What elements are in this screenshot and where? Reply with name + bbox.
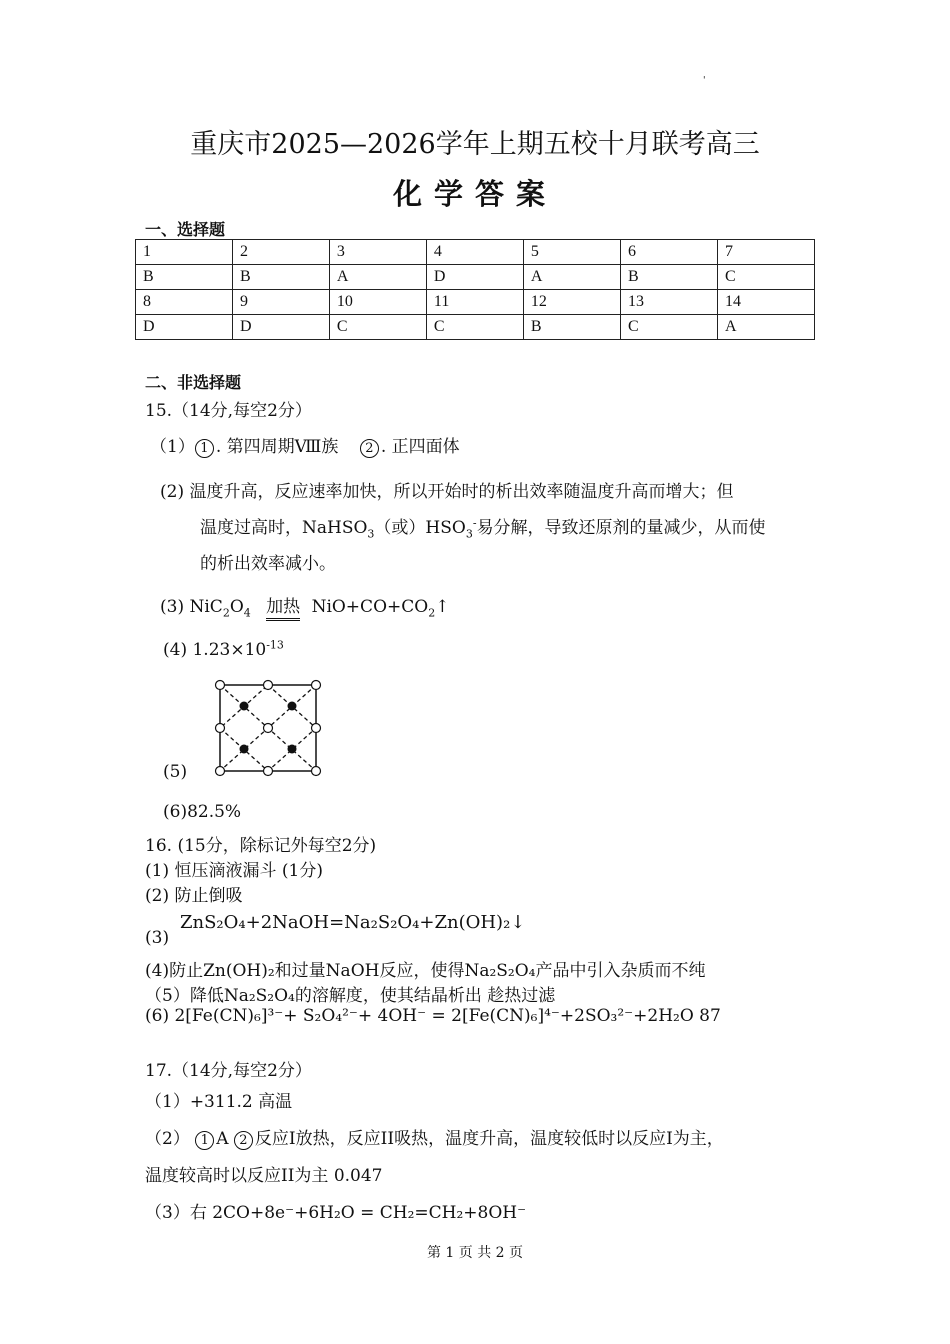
q16-part1: (1) 恒压滴液漏斗 (1分) bbox=[145, 861, 323, 881]
q15-part1 bbox=[150, 432, 460, 458]
corner-mark: ' bbox=[703, 76, 706, 86]
section-heading-choice: 一、选择题 bbox=[145, 220, 226, 239]
table-cell: B bbox=[232, 265, 329, 290]
table-cell: D bbox=[232, 315, 329, 340]
q15-header: 15.（14分,每空2分） bbox=[145, 401, 312, 421]
table-cell: 14 bbox=[717, 290, 814, 315]
table-cell: B bbox=[136, 265, 233, 290]
q15-part5: (5) bbox=[163, 762, 188, 782]
table-cell: C bbox=[717, 265, 814, 290]
answer-table bbox=[135, 239, 815, 340]
circle-number: 2 bbox=[360, 439, 379, 458]
text-span: O bbox=[229, 597, 244, 617]
page-subtitle: 化学答案 bbox=[392, 177, 557, 211]
table-cell: C bbox=[329, 315, 426, 340]
table-row bbox=[136, 290, 815, 315]
table-cell: 11 bbox=[426, 290, 523, 315]
circle-number: 1 bbox=[195, 439, 214, 458]
q15-part2-line3: 的析出效率减小。 bbox=[200, 554, 336, 574]
q15-part6: (6)82.5% bbox=[163, 802, 242, 822]
table-cell: 5 bbox=[523, 240, 620, 265]
q15-part1-prefix: （1） bbox=[150, 437, 195, 457]
text-span: (4) 1.23×10 bbox=[163, 640, 267, 660]
text-span: 温度过高时，NaHSO bbox=[200, 518, 368, 538]
subscript: 3 bbox=[367, 527, 375, 541]
text-span: (3) NiC bbox=[160, 597, 223, 617]
subscript: 2 bbox=[428, 606, 436, 620]
text-span: （或）HSO bbox=[374, 518, 466, 538]
table-cell: 4 bbox=[426, 240, 523, 265]
q16-part3-equation: ZnS₂O₄+2NaOH=Na₂S₂O₄+Zn(OH)₂↓ bbox=[180, 912, 526, 933]
q15-part1-answer-b: . 正四面体 bbox=[380, 437, 460, 457]
subscript: 2 bbox=[222, 606, 230, 620]
table-cell: A bbox=[717, 315, 814, 340]
table-cell: 12 bbox=[523, 290, 620, 315]
q17-part3: （3）右 2CO+8e⁻+6H₂O = CH₂=CH₂+8OH⁻ bbox=[145, 1203, 527, 1223]
text-span: 易分解，导致还原剂的量减少，从而使 bbox=[476, 518, 766, 538]
text-span: NiO+CO+CO bbox=[311, 597, 429, 617]
section-heading-nonchoice: 二、非选择题 bbox=[145, 373, 242, 392]
q16-part5: （5）降低Na₂S₂O₄的溶解度，使其结晶析出 趁热过滤 bbox=[145, 986, 556, 1006]
table-cell: D bbox=[136, 315, 233, 340]
q17-part1: （1）+311.2 高温 bbox=[145, 1092, 293, 1112]
table-cell: 9 bbox=[232, 290, 329, 315]
q16-header: 16. (15分，除标记外每空2分) bbox=[145, 836, 377, 856]
table-cell: B bbox=[620, 265, 717, 290]
table-cell: B bbox=[523, 315, 620, 340]
table-cell: C bbox=[426, 315, 523, 340]
q16-part3-label: (3) bbox=[145, 928, 170, 948]
page-title: 重庆市2025—2026学年上期五校十月联考高三 bbox=[190, 129, 760, 160]
table-cell: 8 bbox=[136, 290, 233, 315]
q17-part2-line2: 温度较高时以反应II为主 0.047 bbox=[145, 1166, 383, 1186]
table-row bbox=[136, 315, 815, 340]
subscript: 4 bbox=[243, 606, 251, 620]
q15-part2-line1: (2) 温度升高，反应速率加快，所以开始时的析出效率随温度升高而增大；但 bbox=[160, 482, 734, 502]
subscript: 3 bbox=[465, 527, 473, 541]
circle-number: 1 bbox=[195, 1131, 214, 1150]
table-cell: 7 bbox=[717, 240, 814, 265]
q15-part4 bbox=[163, 640, 284, 660]
table-cell: A bbox=[329, 265, 426, 290]
text-span: 反应I放热，反应II吸热，温度升高，温度较低时以反应I为主， bbox=[254, 1129, 724, 1149]
page-footer: 第 1 页 共 2 页 bbox=[426, 1245, 524, 1261]
text-span: A bbox=[216, 1129, 234, 1149]
table-cell: C bbox=[620, 315, 717, 340]
q16-part4: (4)防止Zn(OH)₂和过量NaOH反应，使得Na₂S₂O₄产品中引入杂质而不纯 bbox=[145, 961, 706, 981]
table-cell: 13 bbox=[620, 290, 717, 315]
table-cell: 2 bbox=[232, 240, 329, 265]
q15-part2-line2 bbox=[200, 513, 766, 541]
reaction-condition: 加热 bbox=[266, 597, 300, 621]
superscript: -13 bbox=[266, 638, 284, 652]
table-cell: 1 bbox=[136, 240, 233, 265]
circle-number: 2 bbox=[234, 1131, 253, 1150]
crystal-structure-diagram bbox=[210, 676, 326, 780]
table-cell: A bbox=[523, 265, 620, 290]
text-span: ↑ bbox=[435, 597, 450, 617]
superscript: - bbox=[472, 516, 477, 530]
q15-part3 bbox=[160, 592, 450, 620]
table-cell: 6 bbox=[620, 240, 717, 265]
text-span: （2） bbox=[145, 1129, 196, 1149]
q15-part1-answer-a: . 第四周期Ⅷ族 bbox=[215, 437, 339, 457]
table-cell: 10 bbox=[329, 290, 426, 315]
q17-header: 17.（14分,每空2分） bbox=[145, 1061, 312, 1081]
table-cell: D bbox=[426, 265, 523, 290]
table-row bbox=[136, 240, 815, 265]
table-cell: 3 bbox=[329, 240, 426, 265]
table-row bbox=[136, 265, 815, 290]
q17-part2-line1 bbox=[145, 1124, 724, 1150]
q16-part2: (2) 防止倒吸 bbox=[145, 886, 243, 906]
q16-part6: (6) 2[Fe(CN)₆]³⁻+ S₂O₄²⁻+ 4OH⁻ = 2[Fe(CN)₆]⁴⁻+2SO₃²⁻+2H₂O 87 bbox=[145, 1006, 721, 1026]
